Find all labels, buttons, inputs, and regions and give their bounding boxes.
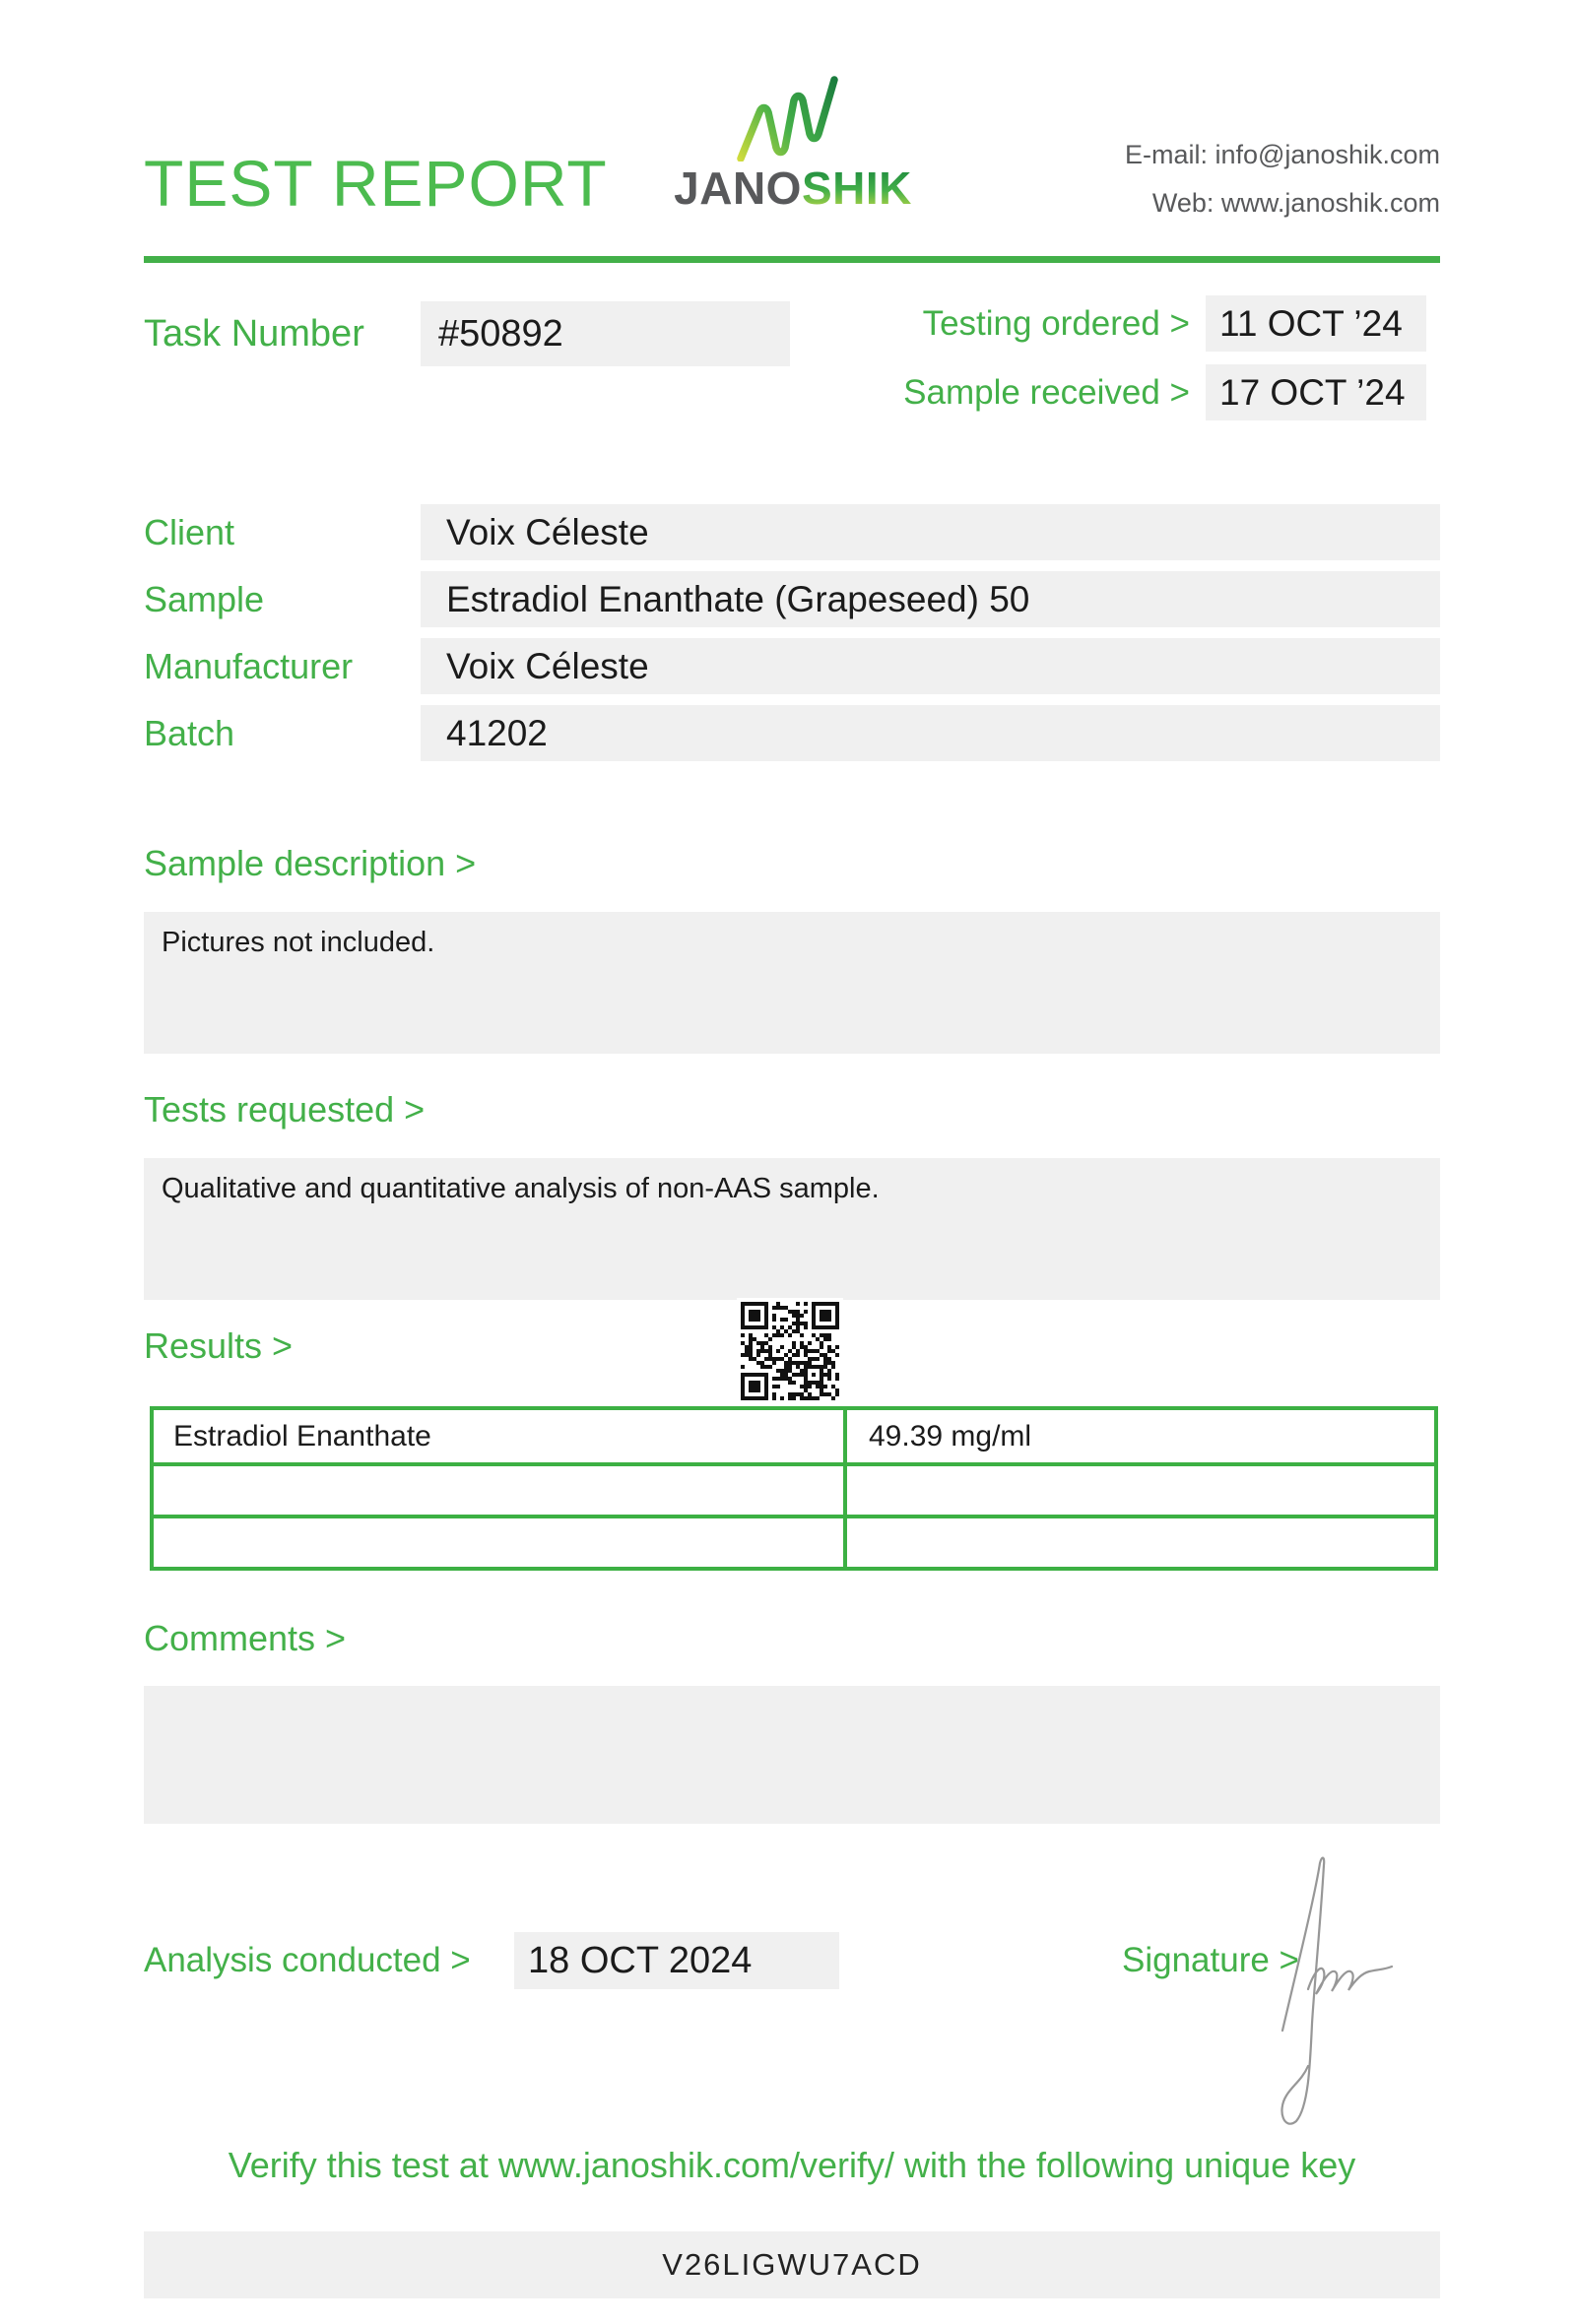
unique-key-value: V26LIGWU7ACD: [144, 2231, 1440, 2298]
contact-web: Web: www.janoshik.com: [1151, 188, 1440, 218]
table-row: [154, 1515, 1434, 1567]
growth-chart-icon: [733, 73, 843, 161]
analysis-conducted-label: Analysis conducted >: [144, 1941, 471, 1979]
client-label: Client: [144, 512, 235, 552]
results-table: [150, 1406, 1438, 1571]
comments-heading: Comments >: [144, 1618, 347, 1658]
client-value: Voix Céleste: [421, 504, 1440, 560]
verify-text: Verify this test at www.janoshik.com/verify/ with the following unique key: [228, 2145, 1356, 2185]
contact-email: E-mail: info@janoshik.com: [1124, 140, 1440, 169]
logo-shik: SHIK: [801, 162, 912, 214]
analyte-cell: [154, 1466, 843, 1515]
table-row: [154, 1410, 1434, 1462]
manufacturer-label: Manufacturer: [144, 646, 354, 686]
tests-requested-text: Qualitative and quantitative analysis of non-AAS sample.: [162, 1173, 880, 1204]
result-cell: [843, 1466, 1434, 1515]
analyte-cell: Estradiol Enanthate: [173, 1419, 431, 1452]
result-cell: [843, 1518, 1434, 1567]
signature-label: Signature >: [1122, 1941, 1299, 1979]
comments-box: [144, 1686, 1440, 1824]
sample-value: Estradiol Enanthate (Grapeseed) 50: [421, 571, 1440, 627]
table-row: [154, 1462, 1434, 1515]
analyte-cell: [154, 1518, 843, 1567]
sample-description-text: Pictures not included.: [162, 927, 435, 958]
task-number-label: Task Number: [144, 313, 364, 355]
tests-requested-box: [144, 1158, 1440, 1300]
sample-description-box: [144, 912, 1440, 1054]
sample-received-value: 17 OCT ’24: [1206, 364, 1426, 420]
qr-code: [737, 1298, 843, 1404]
testing-ordered-value: 11 OCT ’24: [1206, 295, 1426, 352]
result-cell: 49.39 mg/ml: [843, 1410, 1434, 1462]
header-divider: [144, 256, 1440, 263]
sample-description-heading: Sample description >: [144, 843, 477, 883]
task-number-value: #50892: [421, 301, 790, 366]
manufacturer-value: Voix Céleste: [421, 638, 1440, 694]
logo-jano: JANO: [674, 162, 802, 214]
analysis-conducted-value: 18 OCT 2024: [514, 1932, 839, 1989]
tests-requested-heading: Tests requested >: [144, 1089, 426, 1130]
page-title: TEST REPORT: [144, 147, 608, 220]
sample-received-label: Sample received >: [903, 373, 1190, 412]
batch-label: Batch: [144, 713, 235, 753]
batch-value: 41202: [421, 705, 1440, 761]
logo-wordmark: [674, 161, 912, 215]
sample-label: Sample: [144, 579, 265, 619]
results-heading: Results >: [144, 1325, 294, 1366]
contact-block: [926, 131, 1440, 227]
testing-ordered-label: Testing ordered >: [922, 304, 1190, 343]
signature-image: [1263, 1822, 1406, 2157]
